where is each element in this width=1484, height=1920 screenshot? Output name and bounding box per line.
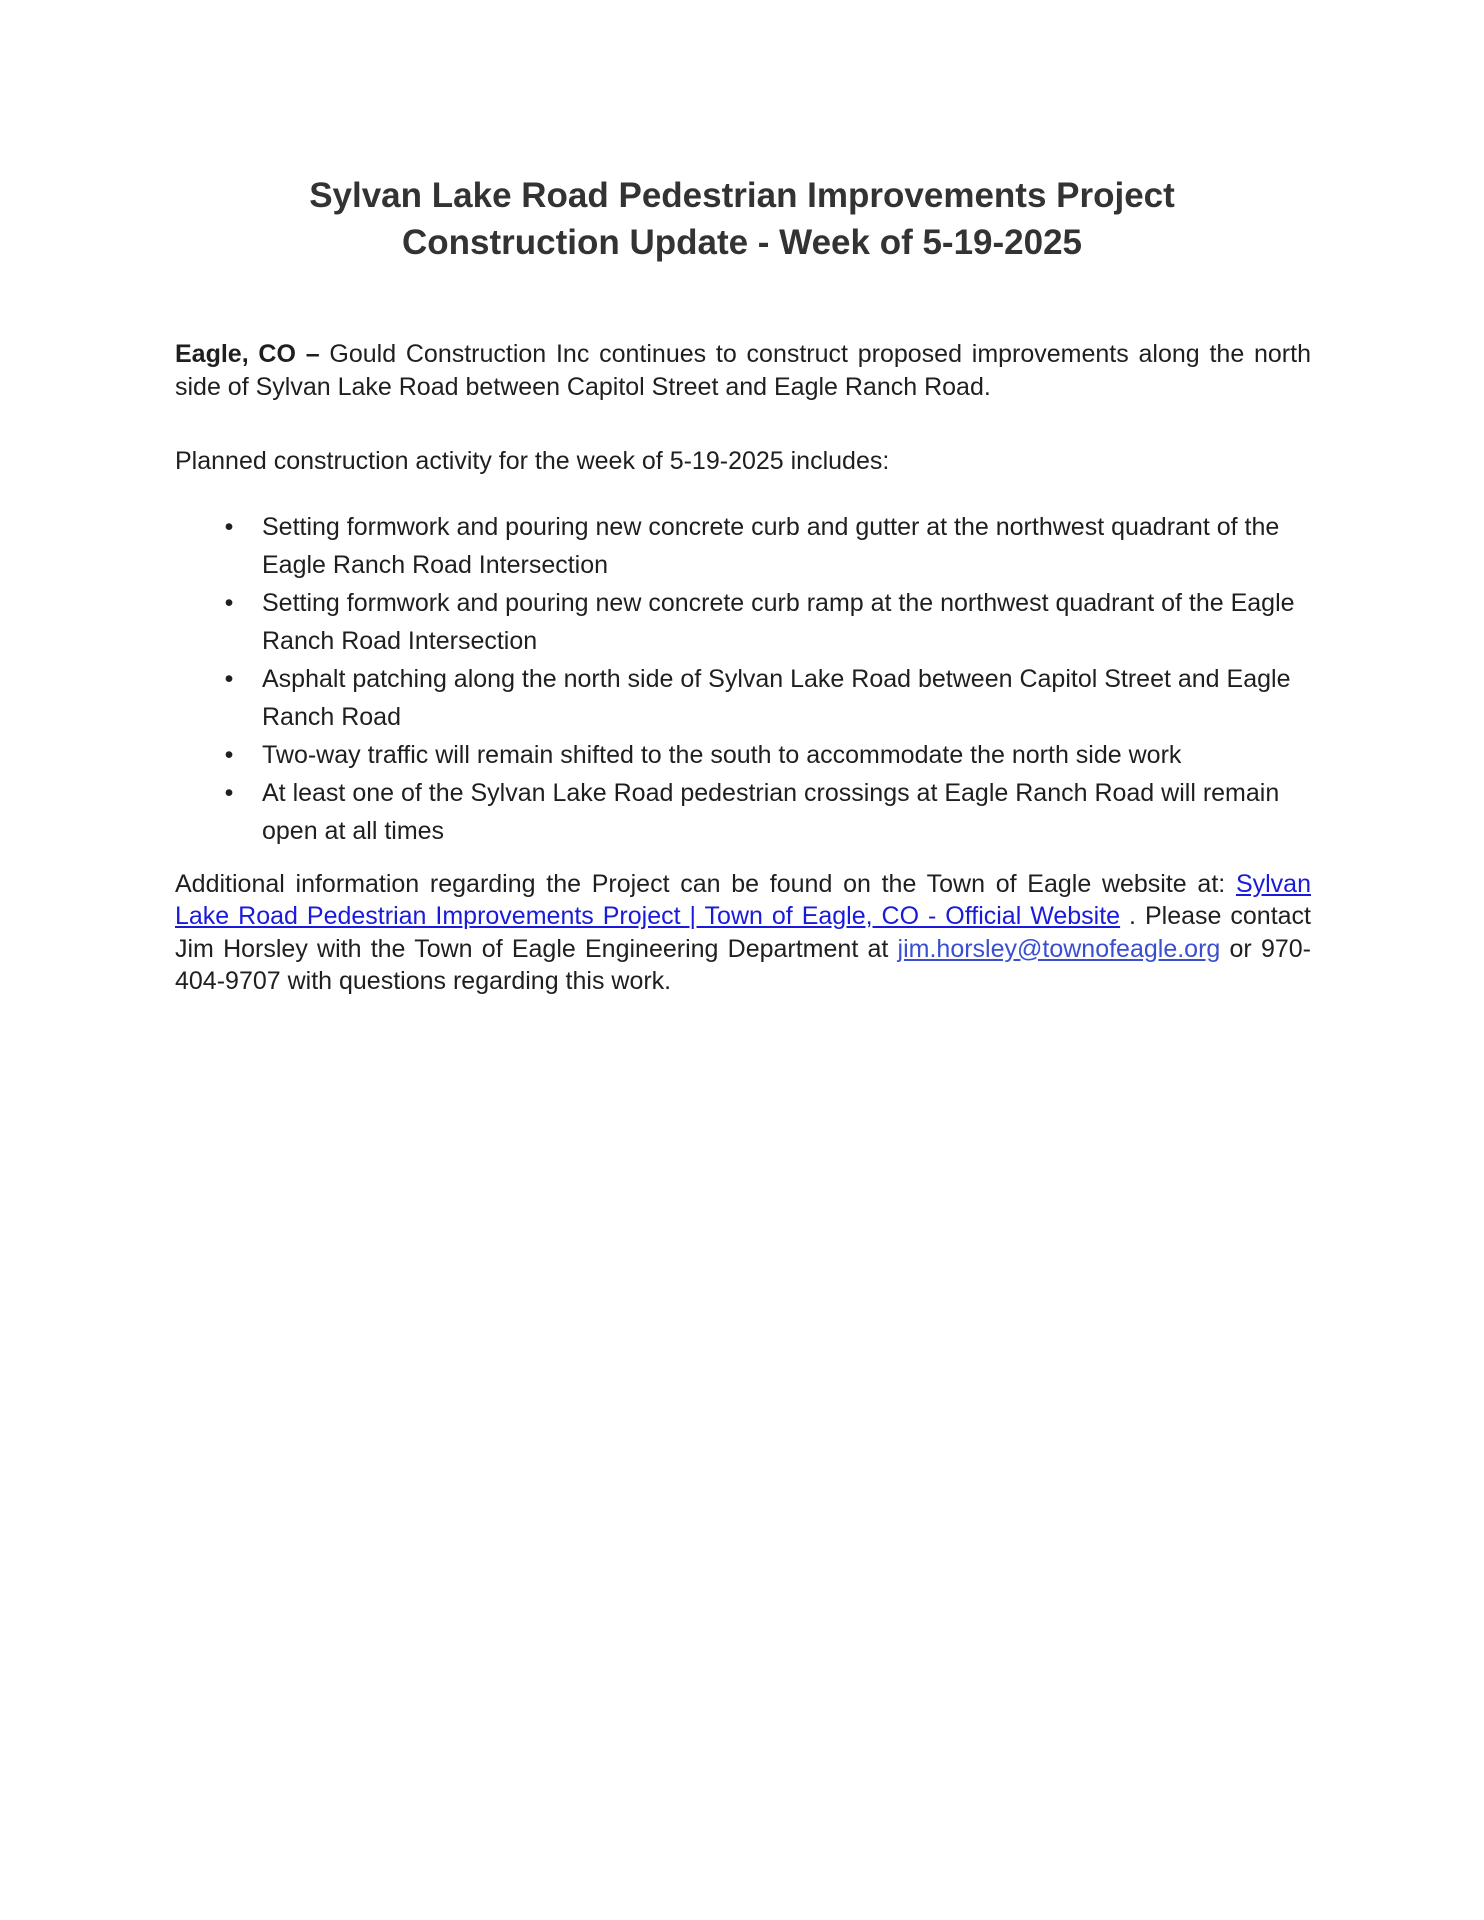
- activity-list: [175, 508, 1311, 850]
- activity-text: Asphalt patching along the north side of Sylvan Lake Road between Capitol Street and Eagle Ranch Road: [262, 664, 1291, 731]
- title-line-1: Sylvan Lake Road Pedestrian Improvements Project: [309, 176, 1175, 215]
- document-title: [0, 172, 1484, 266]
- contact-email-link[interactable]: jim.horsley@townofeagle.org: [897, 934, 1221, 963]
- bullet-icon: •: [224, 512, 234, 541]
- intro-text: Gould Construction Inc continues to construct proposed improvements along the north side of Sylvan Lake Road between Capitol Street and Eagle Ranch Road.: [175, 340, 1311, 401]
- project-website-link[interactable]: Sylvan Lake Road Pedestrian Improvements Project | Town of Eagle, CO - Official Website: [175, 869, 1311, 930]
- bullet-icon: •: [224, 664, 234, 693]
- dateline: Eagle, CO –: [175, 340, 320, 368]
- list-item: [175, 736, 1311, 774]
- planned-activity-heading: Planned construction activity for the week of 5-19-2025 includes:: [175, 447, 890, 475]
- list-item: [175, 508, 1311, 584]
- bullet-icon: •: [224, 588, 234, 617]
- bullet-icon: •: [224, 740, 234, 769]
- document-body: [175, 338, 1311, 998]
- list-item: [175, 660, 1311, 736]
- activity-text: Setting formwork and pouring new concrete curb ramp at the northwest quadrant of the Eagle Ranch Road Intersection: [262, 588, 1295, 655]
- additional-text-3: or 970-404-9707 with questions regarding this work.: [175, 934, 1311, 995]
- list-item: [175, 774, 1311, 850]
- activity-text: At least one of the Sylvan Lake Road pedestrian crossings at Eagle Ranch Road will remain open at all times: [262, 778, 1280, 845]
- activity-text: Setting formwork and pouring new concrete curb and gutter at the northwest quadrant of the Eagle Ranch Road Intersection: [262, 512, 1280, 579]
- activity-text: Two-way traffic will remain shifted to the south to accommodate the north side work: [262, 740, 1182, 769]
- additional-text-1: Additional information regarding the Project can be found on the Town of Eagle website at:: [175, 869, 1236, 898]
- bullet-icon: •: [224, 778, 234, 807]
- intro-paragraph: [175, 338, 1311, 403]
- additional-info-paragraph: [175, 868, 1311, 998]
- title-line-2: Construction Update - Week of 5-19-2025: [401, 223, 1083, 262]
- additional-text-2: . Please contact Jim Horsley with the Town of Eagle Engineering Department at: [175, 902, 1311, 963]
- list-item: [175, 584, 1311, 660]
